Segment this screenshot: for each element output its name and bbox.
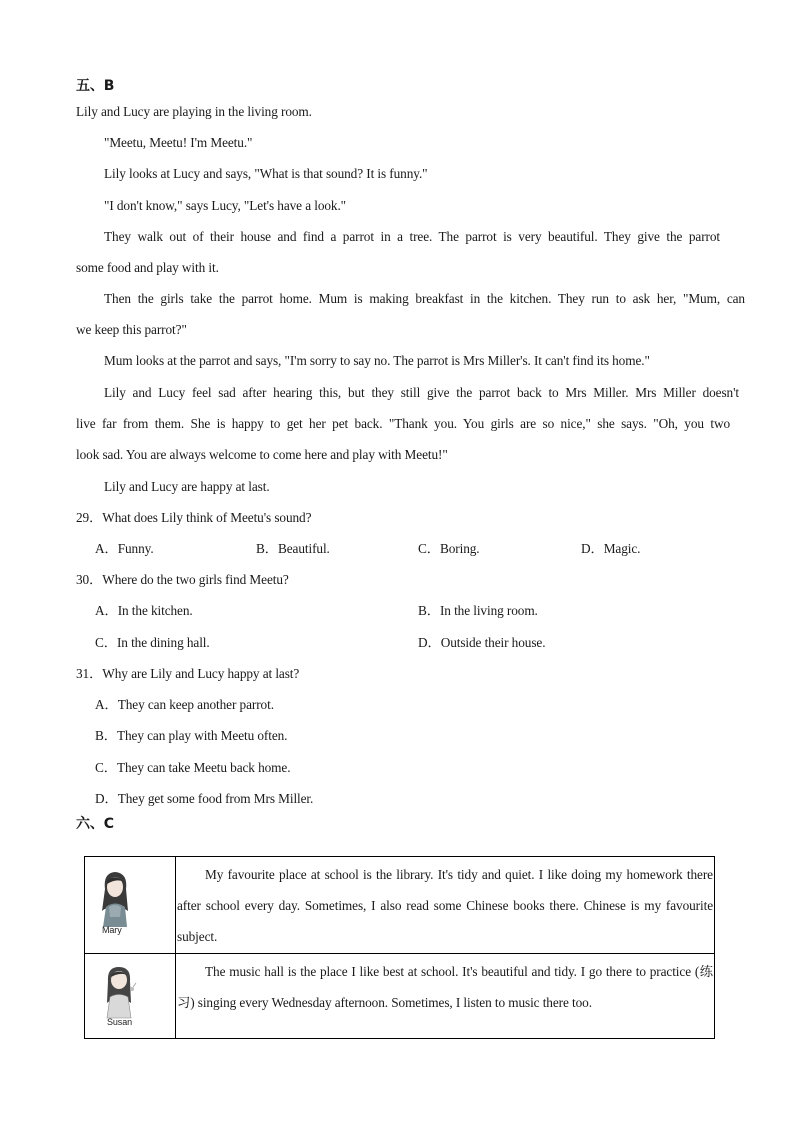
table-row [85, 857, 715, 954]
q30-option-a[interactable]: A．In the kitchen. [95, 603, 193, 618]
mary-name-label: Mary [102, 925, 122, 935]
q30-option-c[interactable]: C．In the dining hall. [95, 635, 210, 650]
q29-option-b[interactable]: B．Beautiful. [256, 541, 330, 556]
q30-option-d[interactable]: D．Outside their house. [418, 635, 546, 650]
question-31: 31．Why are Lily and Lucy happy at last? [76, 666, 300, 681]
passage-line: "Meetu, Meetu! I'm Meetu." [104, 135, 253, 150]
section-5-heading: 五、B [76, 78, 115, 94]
q29-option-c[interactable]: C．Boring. [418, 541, 480, 556]
question-29: 29．What does Lily think of Meetu's sound? [76, 510, 312, 525]
mary-description: My favourite place at school is the library. It's tidy and quiet. I like doing my homework there after school every day. Sometimes, I also read some Chinese books there. Chinese is my favourite subject. [177, 867, 713, 944]
mary-avatar [95, 867, 135, 929]
profiles-table [84, 856, 715, 1039]
q31-option-b[interactable]: B．They can play with Meetu often. [95, 728, 288, 743]
passage-line: some food and play with it. [76, 260, 219, 275]
passage-line: Lily and Lucy are playing in the living room. [76, 104, 312, 119]
avatar-cell [85, 954, 176, 1039]
section-6-heading: 六、C [76, 816, 114, 832]
passage-line: They walk out of their house and find a parrot in a tree. The parrot is very beautiful. They give the parrot [104, 229, 720, 244]
susan-name-label: Susan [107, 1017, 133, 1027]
question-30: 30．Where do the two girls find Meetu? [76, 572, 289, 587]
q30-option-b[interactable]: B．In the living room. [418, 603, 538, 618]
passage-line: Lily and Lucy are happy at last. [104, 479, 270, 494]
passage-line: Lily and Lucy feel sad after hearing this, but they still give the parrot back to Mrs Miller. Mrs Miller doesn't [104, 385, 739, 400]
susan-description: The music hall is the place I like best at school. It's beautiful and tidy. I go there to practice (练习) singing every Wednesday afternoon. Sometimes, I listen to music there too. [177, 964, 713, 1010]
q31-option-a[interactable]: A．They can keep another parrot. [95, 697, 274, 712]
passage-line: live far from them. She is happy to get her pet back. "Thank you. You girls are so nice," she says. "Oh, you two [76, 416, 730, 431]
avatar-cell [85, 857, 176, 954]
q31-option-d[interactable]: D．They get some food from Mrs Miller. [95, 791, 314, 806]
passage-line: look sad. You are always welcome to come here and play with Meetu!" [76, 447, 448, 462]
q29-option-d[interactable]: D．Magic. [581, 541, 641, 556]
q29-option-a[interactable]: A．Funny. [95, 541, 154, 556]
passage-line: Then the girls take the parrot home. Mum is making breakfast in the kitchen. They run to ask her, "Mum, can [104, 291, 745, 306]
passage-line: Lily looks at Lucy and says, "What is that sound? It is funny." [104, 166, 428, 181]
susan-avatar [97, 963, 143, 1019]
passage-line: "I don't know," says Lucy, "Let's have a look." [104, 198, 347, 213]
table-row [85, 954, 715, 1039]
passage-line: Mum looks at the parrot and says, "I'm sorry to say no. The parrot is Mrs Miller's. It can't find its home." [104, 353, 650, 368]
passage-line: we keep this parrot?" [76, 322, 187, 337]
q31-option-c[interactable]: C．They can take Meetu back home. [95, 760, 291, 775]
